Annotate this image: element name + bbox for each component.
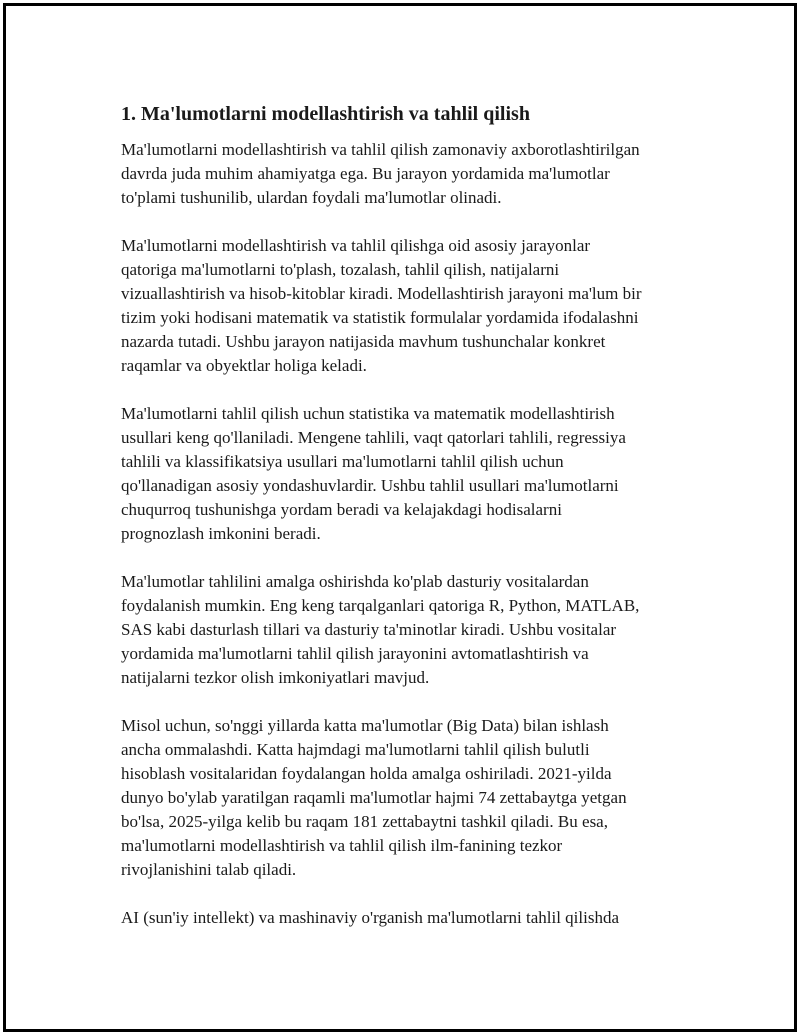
paragraph-line: raqamlar va obyektlar holiga keladi. [121,356,367,375]
paragraph-line: dunyo bo'ylab yaratilgan raqamli ma'lumotlar hajmi 74 zettabaytga yetgan [121,788,627,807]
paragraph-line: rivojlanishini talab qiladi. [121,860,297,879]
paragraph-line: qo'llanadigan asosiy yondashuvlardir. Ushbu tahlil usullari ma'lumotlarni [121,476,619,495]
paragraph-line: prognozlash imkonini beradi. [121,524,321,543]
paragraph-1 [121,138,701,210]
paragraph-line: SAS kabi dasturlash tillari va dasturiy ta'minotlar kiradi. Ushbu vositalar [121,620,617,639]
paragraph-line: vizuallashtirish va hisob-kitoblar kiradi. Modellashtirish jarayoni ma'lum bir [121,284,642,303]
paragraph-6 [121,906,701,930]
document-content [121,102,701,954]
paragraph-line: davrda juda muhim ahamiyatga ega. Bu jarayon yordamida ma'lumotlar [121,164,610,183]
paragraph-line: Ma'lumotlarni modellashtirish va tahlil qilishga oid asosiy jarayonlar [121,236,591,255]
paragraph-line: to'plami tushunilib, ulardan foydali ma'lumotlar olinadi. [121,188,502,207]
paragraph-line: tahlili va klassifikatsiya usullari ma'lumotlarni tahlil qilish uchun [121,452,564,471]
paragraph-line: Ma'lumotlarni tahlil qilish uchun statistika va matematik modellashtirish [121,404,615,423]
paragraph-5 [121,714,701,882]
paragraph-line: chuqurroq tushunishga yordam beradi va kelajakdagi hodisalarni [121,500,562,519]
paragraph-line: qatoriga ma'lumotlarni to'plash, tozalash, tahlil qilish, natijalarni [121,260,560,279]
paragraph-line: ma'lumotlarni modellashtirish va tahlil qilish ilm-fanining tezkor [121,836,563,855]
paragraph-line: ancha ommalashdi. Katta hajmdagi ma'lumotlarni tahlil qilish bulutli [121,740,590,759]
paragraph-line: foydalanish mumkin. Eng keng tarqalganlari qatoriga R, Python, MATLAB, [121,596,640,615]
paragraph-2 [121,234,701,378]
paragraph-line: Ma'lumotlarni modellashtirish va tahlil qilish zamonaviy axborotlashtirilgan [121,140,640,159]
paragraph-line: bo'lsa, 2025-yilga kelib bu raqam 181 zettabaytni tashkil qiladi. Bu esa, [121,812,608,831]
paragraph-line: Misol uchun, so'nggi yillarda katta ma'lumotlar (Big Data) bilan ishlash [121,716,609,735]
paragraph-line: natijalarni tezkor olish imkoniyatlari mavjud. [121,668,430,687]
paragraph-line: tizim yoki hodisani matematik va statistik formulalar yordamida ifodalashni [121,308,639,327]
paragraph-line: Ma'lumotlar tahlilini amalga oshirishda ko'plab dasturiy vositalardan [121,572,589,591]
section-heading: 1. Ma'lumotlarni modellashtirish va tahlil qilish [121,103,530,125]
paragraph-3 [121,402,701,546]
document-page [3,3,797,1032]
paragraph-line: AI (sun'iy intellekt) va mashinaviy o'rganish ma'lumotlarni tahlil qilishda [121,908,620,927]
paragraph-line: nazarda tutadi. Ushbu jarayon natijasida mavhum tushunchalar konkret [121,332,606,351]
paragraph-line: usullari keng qo'llaniladi. Mengene tahlili, vaqt qatorlari tahlili, regressiya [121,428,626,447]
paragraph-line: hisoblash vositalaridan foydalangan holda amalga oshiriladi. 2021-yilda [121,764,612,783]
paragraph-line: yordamida ma'lumotlarni tahlil qilish jarayonini avtomatlashtirish va [121,644,589,663]
paragraph-4 [121,570,701,690]
